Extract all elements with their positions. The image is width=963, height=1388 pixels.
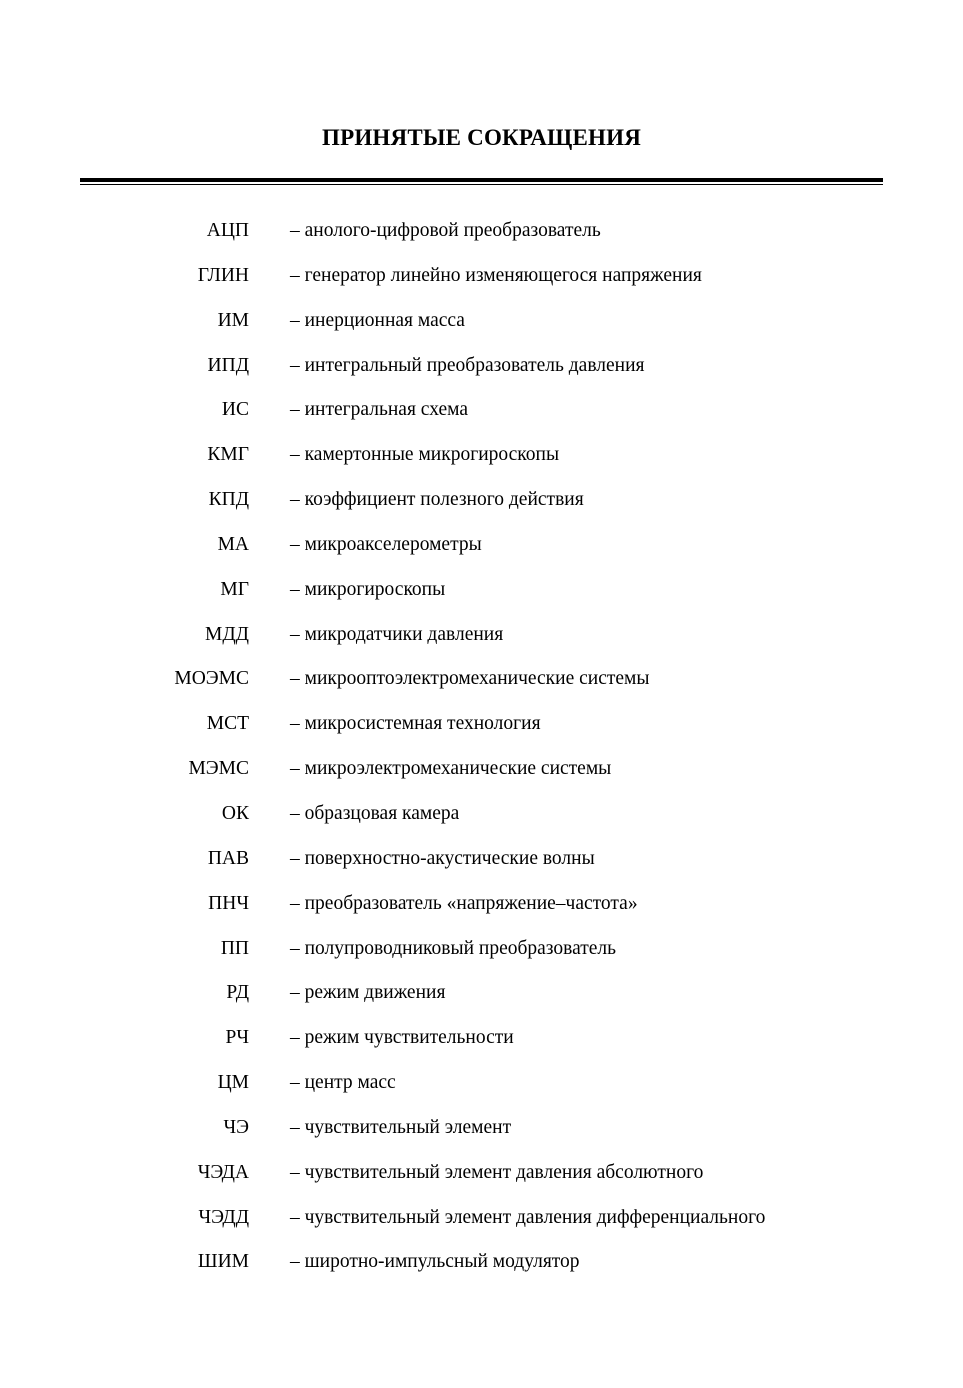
abbreviation-term: АЦП: [206, 220, 249, 241]
abbreviation-term: ПАВ: [207, 847, 249, 869]
abbreviation-definition: – полупроводниковый преобразователь: [290, 937, 617, 959]
abbreviation-row: [0, 657, 963, 702]
abbreviation-row: [0, 1016, 963, 1061]
abbreviation-row: [0, 702, 963, 747]
abbreviation-term: МЭМС: [188, 758, 249, 780]
abbreviation-definition: – микрогироскопы: [290, 578, 446, 600]
abbreviation-definition: – анолого-цифровой преобразователь: [290, 220, 601, 241]
abbreviation-term: МДД: [205, 623, 249, 645]
abbreviation-definition: – чувствительный элемент: [290, 1116, 512, 1138]
abbreviation-row: [0, 299, 963, 344]
abbreviation-row: [0, 971, 963, 1016]
abbreviation-row: [0, 1061, 963, 1106]
abbreviation-definition: – микроэлектромеханические системы: [290, 758, 612, 780]
abbreviation-term: ИС: [221, 399, 249, 421]
abbreviation-row: [0, 344, 963, 389]
abbreviation-definition: – коэффициент полезного действия: [290, 489, 584, 511]
abbreviation-row: [0, 927, 963, 972]
abbreviation-definition: – микродатчики давления: [290, 623, 504, 645]
abbreviation-row: [0, 568, 963, 613]
abbreviation-row: [0, 209, 963, 254]
abbreviation-term: ПП: [220, 937, 249, 959]
abbreviation-definition: – чувствительный элемент давления дифференциального: [290, 1206, 766, 1228]
abbreviation-definition: – микроакселерометры: [290, 533, 482, 555]
abbreviation-term: ЧЭДД: [198, 1206, 249, 1228]
title-divider-thick: [80, 178, 883, 182]
abbreviation-definition: – преобразователь «напряжение–частота»: [290, 892, 638, 914]
abbreviation-term: МГ: [220, 578, 249, 600]
abbreviation-definition: – интегральный преобразователь давления: [290, 354, 645, 376]
abbreviation-term: ШИМ: [197, 1251, 249, 1273]
abbreviation-term: ПНЧ: [208, 892, 249, 914]
abbreviation-term: ЧЭ: [223, 1116, 249, 1138]
abbreviation-definition: – камертонные микрогироскопы: [290, 444, 560, 466]
abbreviation-definition: – образцовая камера: [290, 802, 460, 824]
abbreviation-row: [0, 388, 963, 433]
abbreviation-term: ОК: [221, 802, 249, 824]
abbreviation-term: МОЭМС: [174, 668, 249, 690]
abbreviation-term: КПД: [208, 489, 249, 511]
abbreviation-term: ИПД: [207, 354, 249, 376]
abbreviation-row: [0, 882, 963, 927]
abbreviation-row: [0, 1240, 963, 1285]
abbreviation-term: РД: [226, 982, 249, 1004]
abbreviation-row: [0, 747, 963, 792]
abbreviation-term: ЧЭДА: [197, 1161, 249, 1183]
abbreviation-definition: – режим чувствительности: [290, 1027, 514, 1049]
abbreviation-definition: – инерционная масса: [290, 309, 465, 331]
abbreviation-definition: – микрооптоэлектромеханические системы: [290, 668, 650, 690]
abbreviation-definition: – поверхностно-акустические волны: [290, 847, 595, 869]
abbreviation-definition: – генератор линейно изменяющегося напряжения: [290, 264, 702, 286]
abbreviation-definition: – чувствительный элемент давления абсолютного: [290, 1161, 704, 1183]
abbreviation-row: [0, 837, 963, 882]
abbreviation-row: [0, 433, 963, 478]
abbreviation-row: [0, 613, 963, 658]
abbreviation-term: ЦМ: [217, 1072, 249, 1094]
abbreviation-definition: – широтно-импульсный модулятор: [290, 1251, 580, 1273]
abbreviation-row: [0, 1151, 963, 1196]
abbreviation-list: [0, 209, 963, 1285]
abbreviation-row: [0, 1196, 963, 1241]
abbreviation-row: [0, 478, 963, 523]
abbreviation-definition: – центр масс: [290, 1072, 396, 1094]
abbreviation-term: ГЛИН: [197, 264, 249, 286]
abbreviation-term: ИМ: [217, 309, 249, 331]
abbreviation-row: [0, 523, 963, 568]
abbreviation-term: РЧ: [225, 1027, 249, 1049]
abbreviation-definition: – микросистемная технология: [290, 713, 541, 735]
abbreviation-term: КМГ: [207, 444, 249, 466]
page-title: ПРИНЯТЫЕ СОКРАЩЕНИЯ: [321, 125, 642, 150]
abbreviation-definition: – режим движения: [290, 982, 446, 1004]
title-divider-thin: [80, 184, 883, 185]
abbreviation-term: МСТ: [206, 713, 249, 735]
abbreviation-term: МА: [217, 533, 249, 555]
abbreviation-row: [0, 1106, 963, 1151]
abbreviation-row: [0, 254, 963, 299]
abbreviation-row: [0, 792, 963, 837]
abbreviation-definition: – интегральная схема: [290, 399, 468, 421]
